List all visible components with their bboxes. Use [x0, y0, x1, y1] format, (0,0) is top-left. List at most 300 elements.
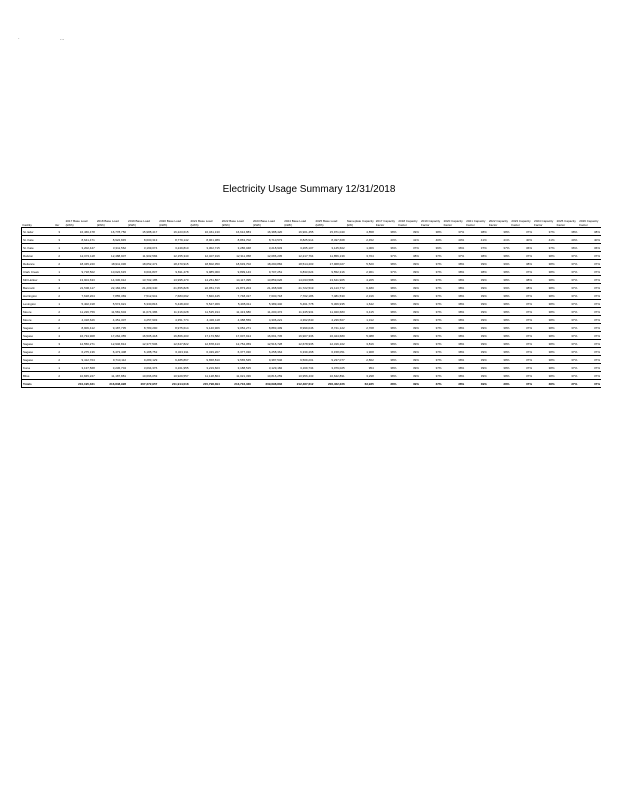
- table-cell: 9,811,478: [158, 268, 189, 276]
- table-cell: 38%: [465, 252, 488, 260]
- table-cell: 39%: [465, 292, 488, 300]
- table-cell: 12,377,506: [127, 340, 158, 348]
- table-cell: 37%: [420, 364, 443, 372]
- column-header: 2026 Capacity Factor: [578, 219, 601, 228]
- table-cell: [54, 380, 65, 388]
- table-cell: 41%: [465, 236, 488, 244]
- table-cell: 3: [54, 276, 65, 284]
- table-cell: 13,859,026: [252, 276, 283, 284]
- column-header: 2017 Capacity Factor: [375, 219, 398, 228]
- table-cell: Sagaso: [22, 324, 54, 332]
- table-cell: 38%: [488, 308, 511, 316]
- table-cell: 4,257,903: [127, 316, 158, 324]
- table-cell: 38%: [397, 252, 420, 260]
- table-cell: 39%: [397, 364, 420, 372]
- table-cell: 3,169,734: [283, 364, 314, 372]
- table-cell: 11,316,028: [158, 308, 189, 316]
- column-header: 2021 Base Load (kWh): [190, 219, 221, 228]
- table-cell: 39%: [465, 372, 488, 380]
- table-cell: 37%: [556, 284, 579, 292]
- table-cell: 37%: [510, 340, 533, 348]
- table-cell: Sagaso: [22, 340, 54, 348]
- table-cell: 37%: [510, 228, 533, 236]
- table-cell: 16,907,336: [283, 332, 314, 340]
- table-cell: St. Kate: [22, 236, 54, 244]
- table-cell: 38%: [465, 268, 488, 276]
- table-cell: 38%: [488, 276, 511, 284]
- table-cell: 7,702,186: [283, 292, 314, 300]
- table-cell: 3,202,447: [65, 244, 96, 252]
- table-cell: 41%: [488, 236, 511, 244]
- table-cell: 38%: [375, 380, 398, 388]
- table-cell: 37%: [556, 372, 579, 380]
- table-cell: 12,516,728: [252, 340, 283, 348]
- column-header: 2018 Capacity Factor: [397, 219, 420, 228]
- table-cell: 38%: [488, 372, 511, 380]
- table-cell: 16,778,750: [96, 228, 127, 236]
- table-cell: 3,199,074: [127, 244, 158, 252]
- table-cell: 37%: [510, 300, 533, 308]
- table-cell: Reliance: [22, 260, 54, 268]
- table-cell: 10,816,259: [252, 372, 283, 380]
- table-cell: 38%: [443, 372, 466, 380]
- table-cell: 6,439,207: [190, 348, 221, 356]
- table-cell: 39%: [465, 284, 488, 292]
- table-cell: 3,219,603: [190, 364, 221, 372]
- table-cell: 38%: [533, 292, 556, 300]
- table-cell: 37%: [420, 300, 443, 308]
- table-cell: 12,155,340: [158, 252, 189, 260]
- table-cell: 8,825,914: [283, 236, 314, 244]
- table-cell: 1,312: [346, 316, 375, 324]
- table-cell: 38%: [443, 324, 466, 332]
- table-cell: St. Kate: [22, 244, 54, 252]
- table-cell: 39%: [465, 300, 488, 308]
- table-cell: 37%: [556, 252, 579, 260]
- table-cell: 9,140,906: [190, 324, 221, 332]
- table-cell: 10,642,891: [314, 372, 345, 380]
- table-cell: 206,462,226: [314, 380, 345, 388]
- table-cell: 1: [54, 268, 65, 276]
- table-cell: 40%: [443, 236, 466, 244]
- table-cell: 18,470,915: [158, 260, 189, 268]
- table-cell: 3,188,515: [221, 364, 252, 372]
- table-cell: 5,574,921: [96, 300, 127, 308]
- table-cell: 38%: [488, 340, 511, 348]
- table-cell: 37%: [578, 340, 601, 348]
- table-cell: 38%: [443, 308, 466, 316]
- table-cell: 38%: [443, 284, 466, 292]
- table-cell: 39%: [465, 308, 488, 316]
- table-cell: 13,641,905: [314, 276, 345, 284]
- table-cell: 14,251,807: [190, 276, 221, 284]
- table-cell: 14,117,395: [221, 276, 252, 284]
- table-cell: 38%: [488, 268, 511, 276]
- table-cell: 1: [54, 300, 65, 308]
- table-row: [22, 372, 602, 380]
- column-header: 2025 Capacity Factor: [556, 219, 579, 228]
- table-cell: 37%: [420, 316, 443, 324]
- table-cell: 212,487,612: [283, 380, 314, 388]
- table-cell: 39%: [397, 276, 420, 284]
- table-cell: 37%: [556, 380, 579, 388]
- table-cell: 4: [54, 332, 65, 340]
- table-cell: 36%: [375, 244, 398, 252]
- table-cell: 2: [54, 356, 65, 364]
- table-row: [22, 236, 602, 244]
- table-cell: 38%: [488, 364, 511, 372]
- table-cell: 37%: [578, 308, 601, 316]
- table-cell: 37%: [556, 356, 579, 364]
- table-cell: 11,021,336: [221, 372, 252, 380]
- table-cell: 38%: [533, 324, 556, 332]
- table-cell: 38%: [375, 364, 398, 372]
- table-cell: 38%: [375, 284, 398, 292]
- table-cell: 16,223,615: [158, 228, 189, 236]
- table-cell: 38%: [375, 276, 398, 284]
- table-cell: 40%: [556, 236, 579, 244]
- table-cell: 3,218,933: [252, 244, 283, 252]
- table-cell: 37%: [578, 364, 601, 372]
- table-cell: 37%: [578, 252, 601, 260]
- table-cell: 12,550,271: [65, 340, 96, 348]
- table-cell: 8,641,471: [65, 236, 96, 244]
- table-cell: 12,407,916: [190, 252, 221, 260]
- table-cell: 17,968,027: [314, 260, 345, 268]
- table-cell: 18,911,036: [96, 260, 127, 268]
- table-cell: 216,848,928: [96, 380, 127, 388]
- table-cell: 7,683,092: [158, 292, 189, 300]
- table-cell: 37%: [556, 308, 579, 316]
- table-cell: 37%: [420, 284, 443, 292]
- table-cell: 39%: [465, 276, 488, 284]
- table-cell: 207,372,957: [127, 380, 158, 388]
- table-cell: 37%: [556, 364, 579, 372]
- table-cell: 16,866,203: [158, 332, 189, 340]
- table-cell: 38%: [533, 332, 556, 340]
- table-cell: 17,173,582: [190, 332, 221, 340]
- column-header: Ver: [54, 219, 65, 228]
- table-cell: 1,009: [346, 244, 375, 252]
- table-row: [22, 252, 602, 260]
- table-cell: Bannock: [22, 284, 54, 292]
- table-cell: 21,113,772: [314, 284, 345, 292]
- table-cell: 37%: [443, 228, 466, 236]
- table-cell: 12,647,822: [158, 340, 189, 348]
- table-cell: 10,845,227: [65, 372, 96, 380]
- table-cell: 3,302,715: [190, 244, 221, 252]
- scan-mark-left: ·: [18, 36, 20, 42]
- table-cell: 9,283,129: [127, 356, 158, 364]
- table-cell: Totals: [22, 380, 54, 388]
- table-cell: 38%: [533, 316, 556, 324]
- column-header: 2025 Base Load (kWh): [314, 219, 345, 228]
- table-cell: 1,908: [346, 348, 375, 356]
- table-cell: 37%: [420, 260, 443, 268]
- table-cell: 9,552,316: [314, 268, 345, 276]
- table-cell: 39%: [397, 300, 420, 308]
- table-row: [22, 284, 602, 292]
- table-cell: 8,975,614: [158, 324, 189, 332]
- table-cell: 38%: [556, 228, 579, 236]
- table-cell: 954: [346, 364, 375, 372]
- table-cell: 209,698,832: [252, 380, 283, 388]
- table-cell: 8,883,409: [252, 324, 283, 332]
- table-cell: 38%: [510, 284, 533, 292]
- table-cell: 36%: [443, 244, 466, 252]
- table-cell: 3: [54, 340, 65, 348]
- table-cell: 11,128,804: [190, 372, 221, 380]
- table-cell: 8,783,290: [127, 324, 158, 332]
- table-cell: 12,217,764: [283, 252, 314, 260]
- table-cell: 38%: [533, 284, 556, 292]
- table-cell: 6,339,468: [283, 348, 314, 356]
- table-cell: 9,833,624: [283, 268, 314, 276]
- table-cell: 9,387,546: [252, 356, 283, 364]
- table-cell: 37%: [578, 348, 601, 356]
- table-cell: Mill Hollow: [22, 276, 54, 284]
- table-cell: 18,290,884: [252, 260, 283, 268]
- table-cell: 37%: [510, 316, 533, 324]
- table-cell: 12,754,059: [221, 340, 252, 348]
- table-cell: 38%: [443, 348, 466, 356]
- table-cell: 38%: [375, 372, 398, 380]
- table-cell: 9,710,112: [96, 356, 127, 364]
- table-cell: 38%: [488, 252, 511, 260]
- table-cell: 7,481,530: [314, 292, 345, 300]
- table-cell: 13,995,470: [158, 276, 189, 284]
- table-cell: 39%: [397, 292, 420, 300]
- table-cell: 37%: [465, 244, 488, 252]
- table-cell: Sagaso: [22, 332, 54, 340]
- table-cell: 21,873,204: [221, 284, 252, 292]
- table-cell: 37%: [556, 324, 579, 332]
- table-cell: 39%: [465, 332, 488, 340]
- table-cell: 8,497,668: [314, 236, 345, 244]
- table-cell: 39%: [397, 228, 420, 236]
- table-cell: 37%: [578, 300, 601, 308]
- table-cell: 37%: [533, 228, 556, 236]
- table-cell: 37%: [556, 260, 579, 268]
- column-header: 2024 Base Load (kWh): [283, 219, 314, 228]
- table-cell: 39%: [465, 364, 488, 372]
- table-cell: 8,906,412: [65, 324, 96, 332]
- table-cell: 63,935: [346, 380, 375, 388]
- table-cell: 21,209,340: [127, 284, 158, 292]
- table-cell: 38%: [533, 308, 556, 316]
- table-cell: 38%: [443, 364, 466, 372]
- table-cell: 37%: [443, 252, 466, 260]
- table-cell: 36%: [578, 244, 601, 252]
- table-cell: 9,985,060: [190, 268, 221, 276]
- table-cell: 6,480: [346, 284, 375, 292]
- table-cell: 21,722,519: [283, 284, 314, 292]
- table-row: [22, 276, 602, 284]
- scan-mark-right: ...: [60, 36, 65, 42]
- table-cell: 8,741,122: [314, 324, 345, 332]
- table-cell: 37%: [556, 276, 579, 284]
- table-cell: 17,007,914: [221, 332, 252, 340]
- table-cell: 10,696,053: [127, 372, 158, 380]
- table-cell: 9,707,251: [252, 268, 283, 276]
- column-header: Nameplate Capacity (kW): [346, 219, 374, 227]
- table-cell: 5,495,011: [221, 300, 252, 308]
- table-cell: 38%: [488, 228, 511, 236]
- table-cell: 9,485,867: [158, 356, 189, 364]
- table-cell: 37%: [556, 340, 579, 348]
- usage-table: [21, 219, 601, 388]
- table-cell: 39%: [397, 308, 420, 316]
- table-cell: 5,448,203: [158, 300, 189, 308]
- column-header: Facility: [22, 219, 54, 228]
- table-cell: 38%: [533, 340, 556, 348]
- table-cell: 16,424,680: [314, 332, 345, 340]
- table-cell: 21,506,117: [65, 284, 96, 292]
- table-cell: Moore: [22, 316, 54, 324]
- table-cell: 37%: [578, 260, 601, 268]
- table-row: [22, 292, 602, 300]
- table-cell: 9,052,271: [221, 324, 252, 332]
- table-cell: 21,468,930: [252, 284, 283, 292]
- table-cell: 9,658,810: [190, 356, 221, 364]
- table-cell: 37%: [556, 316, 579, 324]
- table-cell: 11,413,680: [221, 308, 252, 316]
- table-header: [22, 219, 602, 228]
- table-cell: 3,145,602: [314, 244, 345, 252]
- table-cell: 3,415: [346, 308, 375, 316]
- table-cell: Sagaso: [22, 348, 54, 356]
- table-cell: 2: [54, 316, 65, 324]
- table-cell: 18,633,702: [221, 260, 252, 268]
- table-cell: 41%: [397, 236, 420, 244]
- table-cell: 16,388,420: [252, 228, 283, 236]
- table-cell: 8,600,313: [127, 236, 158, 244]
- table-cell: 2: [54, 292, 65, 300]
- table-cell: Sagaso: [22, 356, 54, 364]
- table-cell: 3,236,704: [96, 364, 127, 372]
- table-cell: 38%: [375, 316, 398, 324]
- table-cell: 38%: [375, 332, 398, 340]
- table-cell: 6,473,408: [96, 348, 127, 356]
- table-cell: 6,377,030: [221, 348, 252, 356]
- table-cell: 6,188,752: [127, 348, 158, 356]
- table-cell: 12,488,907: [96, 252, 127, 260]
- table-cell: 37%: [420, 292, 443, 300]
- table-cell: 2,708: [346, 324, 375, 332]
- table-cell: 38%: [443, 260, 466, 268]
- table-cell: 18,802,350: [190, 260, 221, 268]
- table-cell: 37%: [420, 380, 443, 388]
- table-cell: 2: [54, 260, 65, 268]
- table-cell: 38%: [443, 380, 466, 388]
- table-cell: 37%: [420, 268, 443, 276]
- table-cell: 37%: [556, 332, 579, 340]
- column-header: 2022 Capacity Factor: [488, 219, 511, 228]
- table-cell: 39%: [488, 260, 511, 268]
- table-cell: 9,509,201: [283, 356, 314, 364]
- table-cell: 40%: [510, 236, 533, 244]
- table-cell: 37%: [556, 292, 579, 300]
- table-cell: 213,716,330: [221, 380, 252, 388]
- table-cell: 7,855,369: [96, 292, 127, 300]
- table-cell: 38%: [375, 324, 398, 332]
- table-row: [22, 268, 602, 276]
- table-cell: 4,236,507: [314, 316, 345, 324]
- table-cell: 38%: [533, 380, 556, 388]
- table-cell: 38%: [533, 276, 556, 284]
- table-cell: Moore: [22, 308, 54, 316]
- table-cell: 5,330,816: [127, 300, 158, 308]
- table-cell: 38%: [443, 268, 466, 276]
- table-cell: 38%: [375, 292, 398, 300]
- table-cell: 41%: [533, 236, 556, 244]
- table-cell: 38%: [533, 252, 556, 260]
- table-cell: 37%: [510, 364, 533, 372]
- table-cell: 215,798,394: [190, 380, 221, 388]
- table-cell: 37%: [420, 348, 443, 356]
- table-cell: 38%: [488, 316, 511, 324]
- table-cell: Bliss: [22, 372, 54, 380]
- table-cell: 38%: [488, 332, 511, 340]
- table-cell: 12,316,102: [314, 340, 345, 348]
- table-cell: 37%: [510, 324, 533, 332]
- table-row: [22, 324, 602, 332]
- table-cell: 3,704: [346, 252, 375, 260]
- table-cell: 39%: [397, 284, 420, 292]
- table-cell: 6,258,364: [252, 348, 283, 356]
- table-row: [22, 316, 602, 324]
- table-cell: 5,402,318: [65, 300, 96, 308]
- table-cell: 1: [54, 364, 65, 372]
- column-header: 2023 Base Load (kWh): [252, 219, 283, 228]
- table-cell: 38%: [488, 348, 511, 356]
- table-cell: 8,999,046: [283, 324, 314, 332]
- table-row: [22, 244, 602, 252]
- table-cell: 38%: [375, 260, 398, 268]
- table-cell: 4,318,626: [65, 316, 96, 324]
- table-cell: 3,265,107: [283, 244, 314, 252]
- table-cell: 36%: [510, 244, 533, 252]
- table-cell: 38%: [443, 332, 466, 340]
- table-cell: 10,956,433: [283, 372, 314, 380]
- table-cell: 3: [54, 228, 65, 236]
- table-cell: 38%: [465, 228, 488, 236]
- table-cell: 37%: [510, 308, 533, 316]
- column-header: 2020 Base Load (kWh): [158, 219, 189, 228]
- table-cell: 11,525,194: [190, 308, 221, 316]
- table-cell: 9,718,502: [65, 268, 96, 276]
- table-cell: St. Edw: [22, 228, 54, 236]
- table-cell: 38%: [375, 308, 398, 316]
- table-cell: 210,195,321: [65, 380, 96, 388]
- table-cell: 37%: [510, 268, 533, 276]
- table-cell: 2,961: [346, 268, 375, 276]
- table-cell: 11,074,386: [127, 308, 158, 316]
- table-cell: 2: [54, 252, 65, 260]
- table-cell: 8,961,389: [190, 236, 221, 244]
- table-cell: Lexington: [22, 300, 54, 308]
- table-cell: 7,618,204: [65, 292, 96, 300]
- table-cell: 8,863,702: [221, 236, 252, 244]
- table-row: [22, 348, 602, 356]
- column-header: 2024 Capacity Factor: [533, 219, 556, 228]
- table-cell: 38%: [488, 324, 511, 332]
- header-row: [22, 219, 602, 228]
- table-cell: 2: [54, 348, 65, 356]
- table-cell: Harrington: [22, 292, 54, 300]
- table-cell: 16,461,130: [190, 228, 221, 236]
- table-cell: 16,505,418: [127, 332, 158, 340]
